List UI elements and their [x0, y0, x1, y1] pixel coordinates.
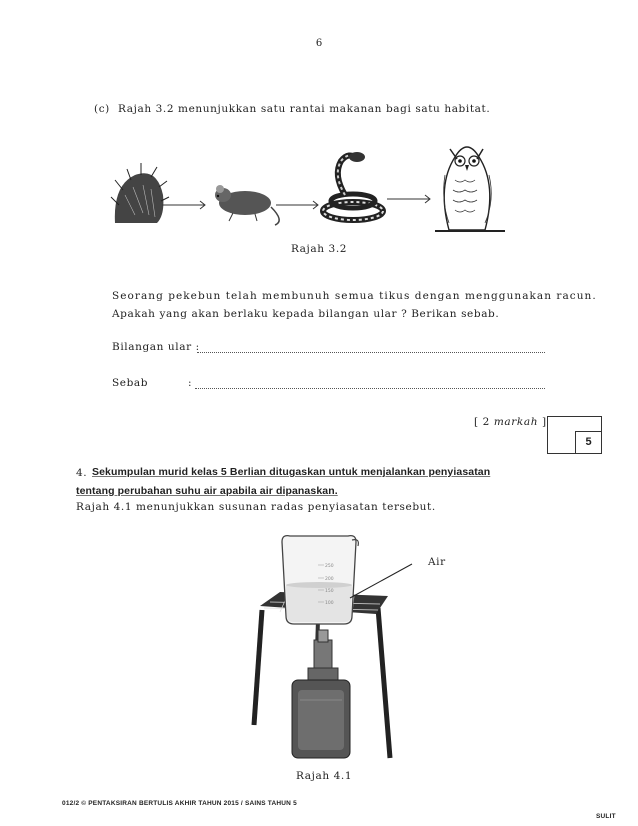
footer-left: 012/2 © PENTAKSIRAN BERTULIS AKHIR TAHUN 2015 / SAINS TAHUN 5	[62, 800, 297, 807]
paragraph-line: Apakah yang akan berlaku kepada bilangan ular ? Berikan sebab.	[112, 308, 500, 320]
burner-icon	[292, 630, 350, 758]
question-bold-line: Sekumpulan murid kelas 5 Berlian ditugaskan untuk menjalankan penyiasatan	[92, 466, 491, 478]
section-label: (c)	[94, 103, 110, 115]
figure-caption: Rajah 4.1	[296, 770, 353, 782]
mouse-icon	[215, 185, 279, 225]
hedgehog-icon	[111, 163, 169, 223]
svg-text:200: 200	[325, 577, 334, 582]
snake-icon	[323, 152, 383, 220]
question-number: 4.	[76, 467, 88, 479]
svg-text:150: 150	[325, 589, 334, 594]
paragraph-line: Seorang pekebun telah membunuh semua tikus dengan menggunakan racun.	[112, 290, 597, 302]
apparatus-figure	[240, 530, 460, 765]
answer-line[interactable]	[197, 343, 545, 353]
footer-right: SULIT	[596, 813, 616, 820]
marks-label	[474, 416, 547, 428]
section-intro: Rajah 3.2 menunjukkan satu rantai makanan bagi satu habitat.	[118, 103, 491, 115]
svg-text:250: 250	[325, 564, 334, 569]
beaker-icon	[282, 536, 358, 624]
question-intro: Rajah 4.1 menunjukkan susunan radas penyiasatan tersebut.	[76, 501, 436, 513]
marks-word: markah	[493, 416, 539, 428]
svg-text:100: 100	[325, 601, 334, 606]
owl-icon	[435, 147, 505, 231]
figure-caption: Rajah 3.2	[290, 243, 348, 255]
arrow-icon	[387, 195, 430, 203]
arrow-icon	[162, 201, 205, 209]
marks-open: [ 2	[474, 416, 494, 428]
answer-label: Bilangan ular :	[112, 341, 200, 353]
answer-colon: :	[188, 377, 193, 389]
mark-box-value: 5	[575, 431, 601, 453]
marks-close: ]	[538, 416, 547, 428]
answer-line[interactable]	[195, 379, 545, 389]
page-number: 6	[315, 38, 323, 49]
question-bold-line: tentang perubahan suhu air apabila air dipanaskan.	[76, 485, 338, 497]
arrow-icon	[276, 201, 318, 209]
food-chain-figure	[105, 135, 525, 235]
answer-label: Sebab	[112, 377, 149, 389]
label-air: Air	[428, 556, 446, 568]
